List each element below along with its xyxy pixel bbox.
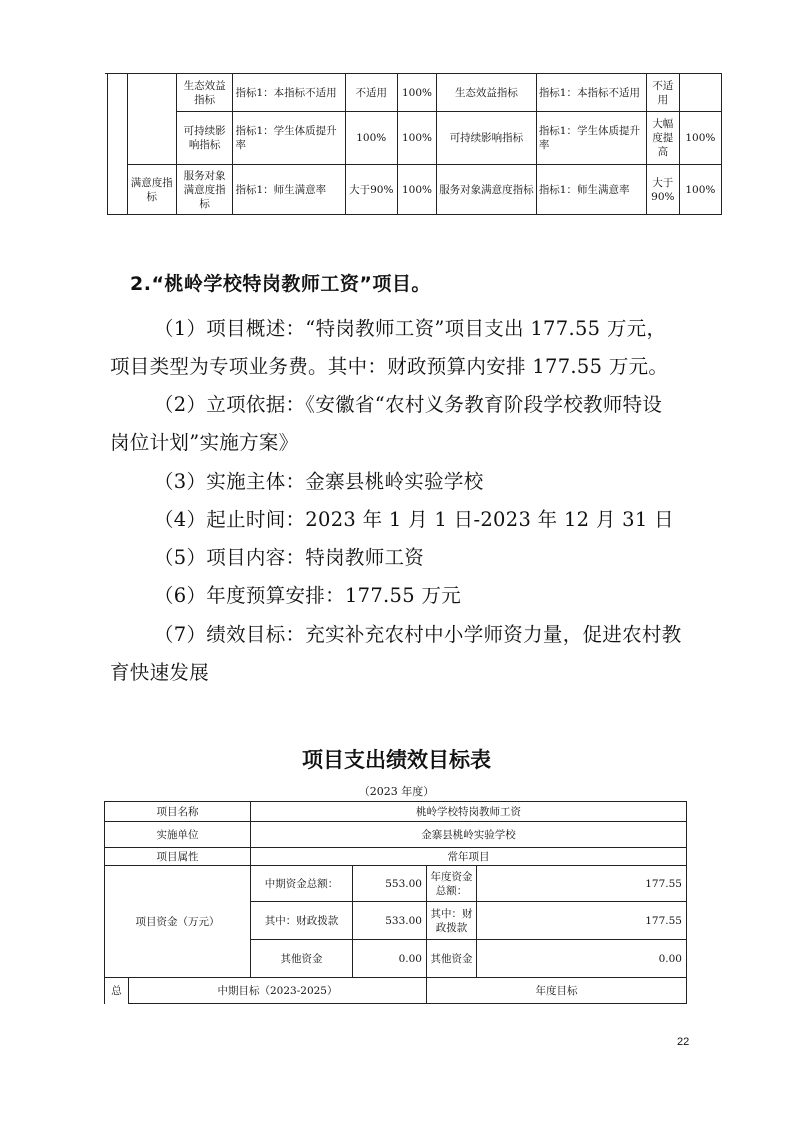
sub-indicator-cell: 生态效益指标 [437,74,537,112]
paragraph-line: 岗位计划”实施方案》 [110,431,299,454]
year-fiscal-label: 其中：财政拨款 [427,902,477,940]
attr-label: 项目属性 [105,848,251,866]
target-cell: 大于90% [345,165,397,215]
table-row [105,822,687,848]
sub-indicator-cell: 可持续影响指标 [176,112,233,165]
table-row [108,112,722,165]
total-label: 总 [105,978,129,1004]
table-row [108,165,722,215]
attr-value: 常年项目 [251,848,687,866]
sub-indicator-cell: 服务对象满意度指标 [176,165,233,215]
indicator-cell: 指标1：本指标不适用 [233,74,345,112]
category-cell: 满意度指标 [127,165,176,215]
table-row [105,978,687,1004]
paragraph-line: （5）项目内容：特岗教师工资 [154,546,425,569]
year-total-value: 177.55 [477,866,687,902]
table-year: （2023 年度） [358,785,435,798]
paragraph-line: （6）年度预算安排：177.55 万元 [154,584,462,607]
mid-other-value: 0.00 [353,940,427,978]
sub-indicator-cell: 可持续影响指标 [437,112,537,165]
mid-fiscal-value: 533.00 [353,902,427,940]
paragraph-line: （2）立项依据：《安徽省“农村义务教育阶段学校教师特设 [154,393,663,416]
target-cell: 不适用 [345,74,397,112]
mid-total-label: 中期资金总额： [251,866,353,902]
table-row [105,848,687,866]
indicator-cell: 指标1：师生满意率 [536,165,646,215]
paragraph-line: 项目类型为专项业务费。其中：财政预算内安排 177.55 万元。 [110,355,669,378]
mid-fiscal-label: 其中：财政拨款 [251,902,353,940]
target-cell: 不适用 [646,74,679,112]
blank-cell [108,74,128,215]
target-cell: 大于90% [646,165,679,215]
weight-cell: 100% [679,165,721,215]
indicator-cell: 指标1：学生体质提升率 [536,112,646,165]
sub-indicator-cell: 服务对象满意度指标 [437,165,537,215]
paragraph-line: （7）绩效目标：充实补充农村中小学师资力量，促进农村教 [154,623,682,646]
weight-cell [679,74,721,112]
unit-value: 金寨县桃岭实验学校 [251,822,687,848]
indicator-cell: 指标1：学生体质提升率 [233,112,345,165]
weight-cell: 100% [679,112,721,165]
year-fiscal-value: 177.55 [477,902,687,940]
table-row [105,866,687,902]
performance-indicator-table-continued [107,73,722,215]
category-cell [127,74,176,165]
indicator-cell: 指标1：师生满意率 [233,165,345,215]
table-row [108,74,722,112]
page-number: 22 [677,1036,690,1048]
target-cell: 大幅度提高 [646,112,679,165]
paragraph-line: （1）项目概述：“特岗教师工资”项目支出 177.55 万元， [154,317,667,340]
project-name-label: 项目名称 [105,802,251,822]
paragraph-line: （4）起止时间：2023 年 1 月 1 日-2023 年 12 月 31 日 [154,508,674,531]
year-other-value: 0.00 [477,940,687,978]
weight-cell: 100% [397,74,436,112]
mid-total-value: 553.00 [353,866,427,902]
weight-cell: 100% [397,165,436,215]
fund-label: 项目资金（万元） [105,866,251,978]
year-total-label: 年度资金总额： [427,866,477,902]
year-other-label: 其他资金 [427,940,477,978]
sub-indicator-cell: 生态效益指标 [176,74,233,112]
table-row [105,802,687,822]
weight-cell: 100% [397,112,436,165]
project-name-value: 桃岭学校特岗教师工资 [251,802,687,822]
paragraph-line: （3）实施主体：金寨县桃岭实验学校 [154,470,484,493]
indicator-cell: 指标1：本指标不适用 [536,74,646,112]
section-heading: 2.“桃岭学校特岗教师工资”项目。 [130,273,431,295]
table-title: 项目支出绩效目标表 [302,748,491,772]
year-goal-label: 年度目标 [427,978,687,1004]
unit-label: 实施单位 [105,822,251,848]
paragraph-line: 育快速发展 [110,661,210,684]
mid-other-label: 其他资金 [251,940,353,978]
performance-target-table [104,801,687,1004]
target-cell: 100% [345,112,397,165]
mid-goal-label: 中期目标（2023-2025） [129,978,427,1004]
